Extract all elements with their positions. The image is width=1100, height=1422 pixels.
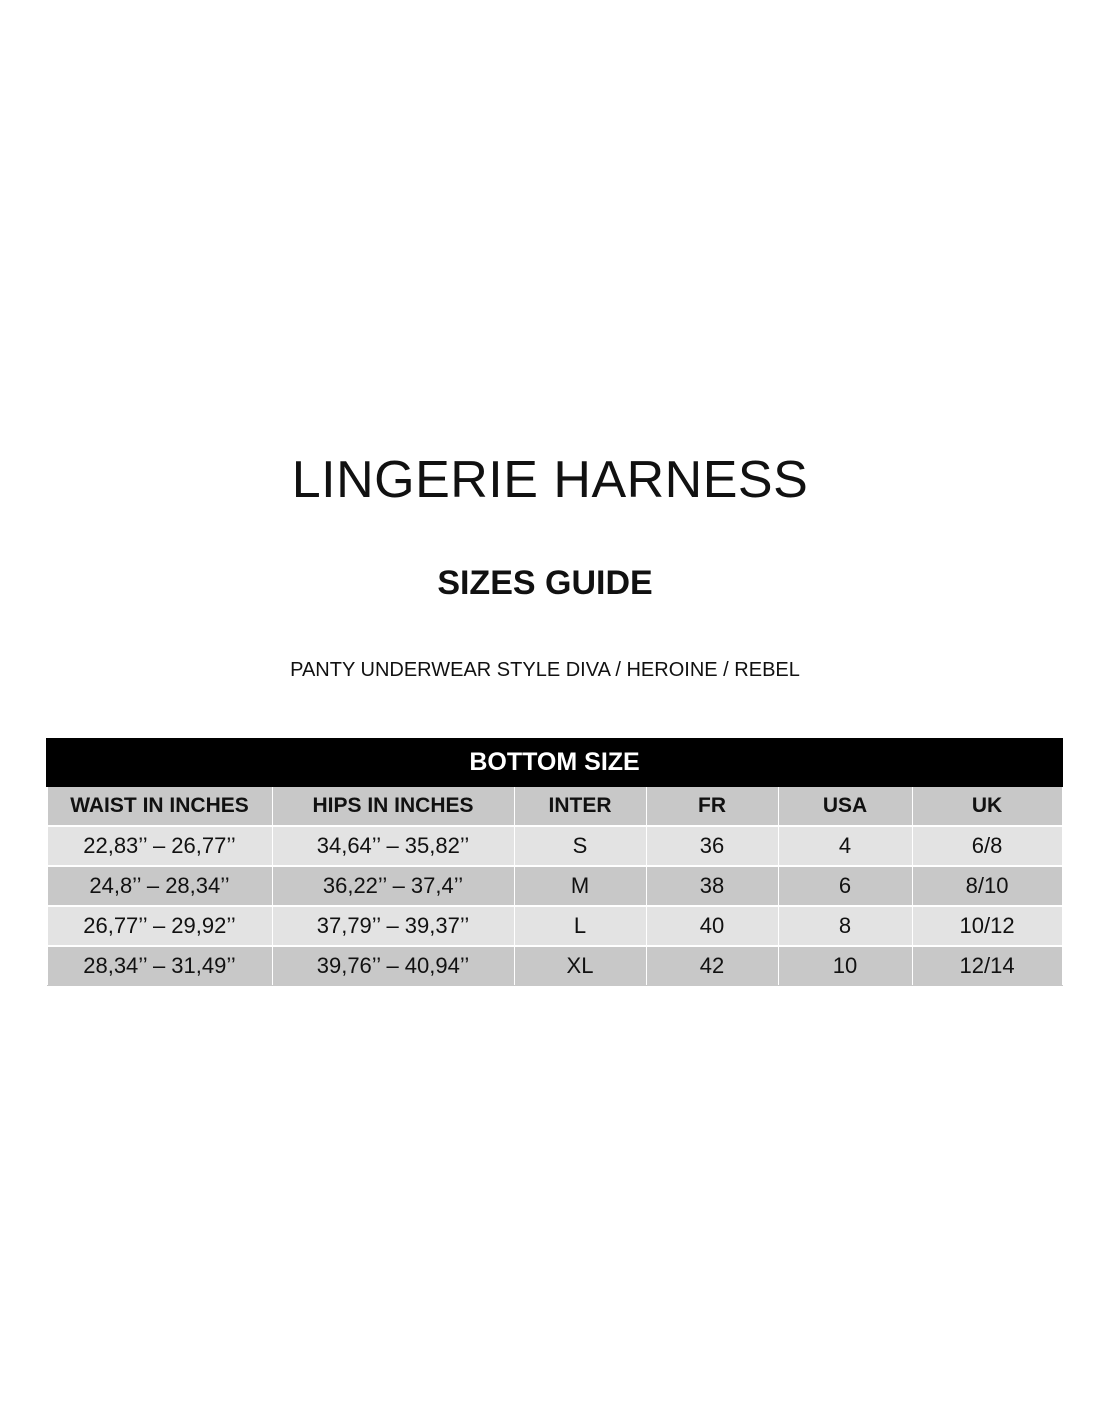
cell-usa: 6: [778, 866, 912, 906]
cell-uk: 10/12: [912, 906, 1062, 946]
page-subtitle: SIZES GUIDE: [437, 564, 653, 602]
cell-usa: 10: [778, 946, 912, 986]
table-row: [47, 946, 1062, 986]
header-uk: UK: [912, 786, 1062, 826]
table-row: [47, 826, 1062, 866]
cell-uk: 12/14: [912, 946, 1062, 986]
header-waist: WAIST IN INCHES: [47, 786, 272, 826]
size-table: [46, 738, 1063, 986]
cell-inter: L: [514, 906, 646, 946]
table-row: [47, 866, 1062, 906]
cell-uk: 6/8: [912, 826, 1062, 866]
page-title: LINGERIE HARNESS: [291, 451, 809, 509]
table-header-row: [47, 786, 1062, 826]
table-row: [47, 906, 1062, 946]
cell-fr: 40: [646, 906, 778, 946]
header-fr: FR: [646, 786, 778, 826]
cell-usa: 4: [778, 826, 912, 866]
cell-waist: 24,8’’ – 28,34’’: [47, 866, 272, 906]
cell-uk: 8/10: [912, 866, 1062, 906]
header-hips: HIPS IN INCHES: [272, 786, 514, 826]
cell-hips: 34,64’’ – 35,82’’: [272, 826, 514, 866]
cell-waist: 22,83’’ – 26,77’’: [47, 826, 272, 866]
cell-inter: S: [514, 826, 646, 866]
table-banner: BOTTOM SIZE: [47, 739, 1062, 786]
cell-hips: 36,22’’ – 37,4’’: [272, 866, 514, 906]
product-styles-caption: PANTY UNDERWEAR STYLE DIVA / HEROINE / REBEL: [290, 659, 800, 681]
cell-waist: 28,34’’ – 31,49’’: [47, 946, 272, 986]
cell-fr: 38: [646, 866, 778, 906]
header-usa: USA: [778, 786, 912, 826]
cell-fr: 36: [646, 826, 778, 866]
cell-hips: 39,76’’ – 40,94’’: [272, 946, 514, 986]
cell-waist: 26,77’’ – 29,92’’: [47, 906, 272, 946]
cell-inter: XL: [514, 946, 646, 986]
cell-hips: 37,79’’ – 39,37’’: [272, 906, 514, 946]
header-inter: INTER: [514, 786, 646, 826]
cell-inter: M: [514, 866, 646, 906]
cell-fr: 42: [646, 946, 778, 986]
cell-usa: 8: [778, 906, 912, 946]
